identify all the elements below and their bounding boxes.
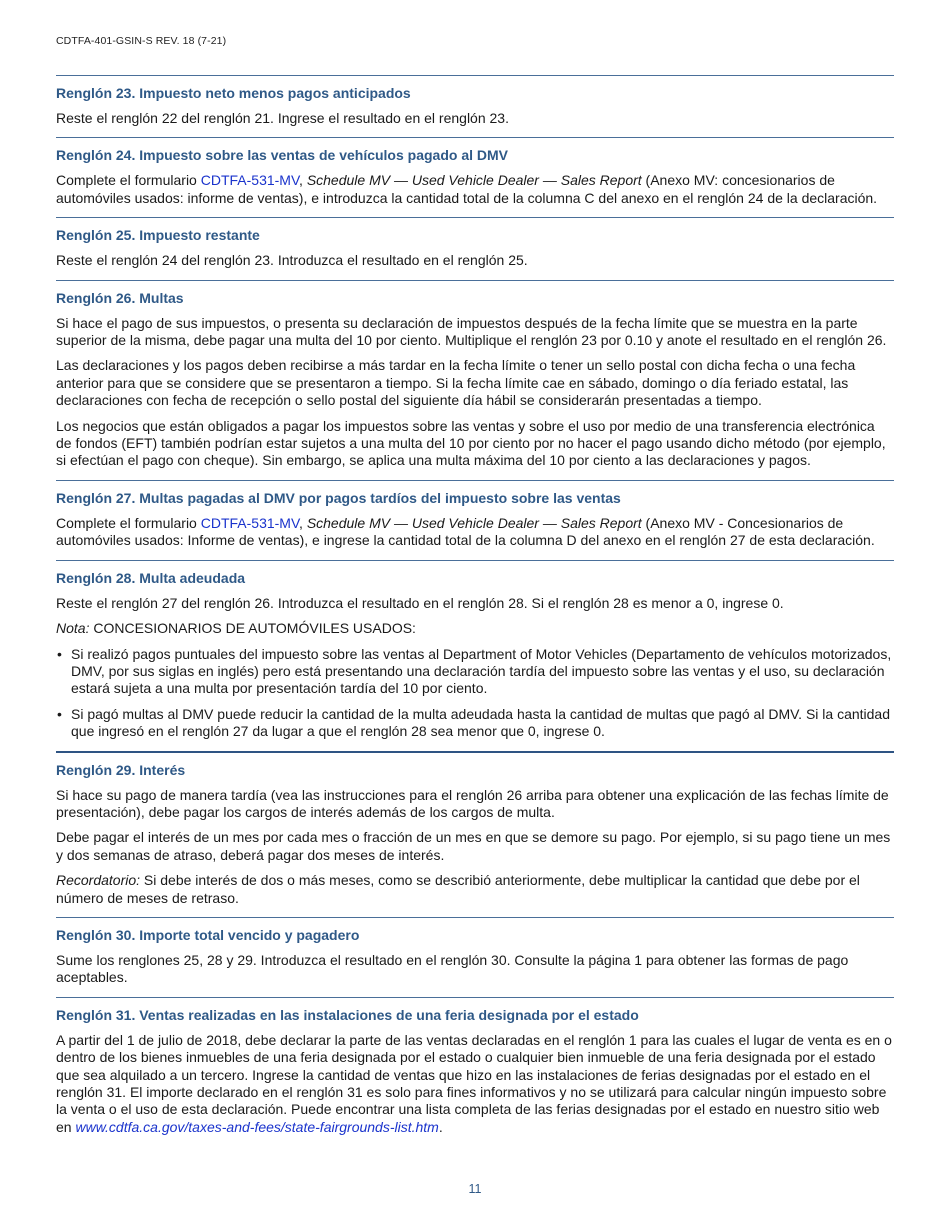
text: (Anexo MV: concesionarios de automóviles usados: informe de ventas), e introduzca la cantidad total de la columna C del anexo en el renglón 24 de la declaración.	[56, 172, 878, 206]
section-line-24	[56, 137, 894, 207]
section-heading: Renglón 25. Impuesto restante	[56, 227, 260, 244]
section-heading: Renglón 27. Multas pagadas al DMV por pagos tardíos del impuesto sobre las ventas	[56, 489, 621, 506]
text: ,	[299, 514, 307, 531]
document-body	[56, 75, 894, 1146]
schedule-title: Schedule MV — Used Vehicle Dealer — Sales Report	[306, 514, 642, 531]
paragraph: Reste el renglón 24 del renglón 23. Introduzca el resultado en el renglón 25.	[56, 252, 528, 269]
paragraph	[56, 515, 894, 550]
list-item: • Si pagó multas al DMV puede reducir la cantidad de la multa adeudada hasta la cantidad de multas que pagó al DMV. Si la cantidad que ingresó en el renglón 27 da lugar a que el renglón 28 sea menor que 0, ingrese 0.	[56, 706, 894, 741]
text: ,	[299, 172, 307, 189]
paragraph: Si hace su pago de manera tardía (vea las instrucciones para el renglón 26 arriba para obtener una explicación de las fechas límite de presentación), debe pagar los cargos de interés además de los cargos de multa.	[56, 786, 889, 820]
paragraph	[56, 172, 894, 207]
list-item: • Si realizó pagos puntuales del impuesto sobre las ventas al Department of Motor Vehicles (Departamento de vehículos motorizados, DMV, por sus siglas en inglés) pero está presentando una declaración tardía del impuesto sobre las ventas y el uso, su declaración estará sujeta a una multa por presentación tardía del 10 por ciento.	[56, 646, 894, 698]
paragraph	[56, 1032, 894, 1136]
form-id: CDTFA-401-GSIN-S REV. 18 (7-21)	[56, 35, 227, 47]
reminder-text: Si debe interés de dos o más meses, como se describió anteriormente, debe multiplicar la cantidad que debe por el número de meses de retraso.	[56, 872, 860, 906]
paragraph: Reste el renglón 22 del renglón 21. Ingrese el resultado en el renglón 23.	[56, 110, 509, 126]
section-line-23	[56, 75, 894, 127]
section-heading: Renglón 30. Importe total vencido y pagadero	[56, 926, 360, 943]
text: .	[438, 1118, 443, 1135]
page-number: 11	[468, 1182, 482, 1196]
text: Complete el formulario	[56, 514, 201, 531]
paragraph: Reste el renglón 27 del renglón 26. Introduzca el resultado en el renglón 28. Si el renglón 28 es menor a 0, ingrese 0.	[56, 594, 784, 611]
reminder-label: Recordatorio:	[56, 872, 141, 889]
text: Complete el formulario	[56, 172, 201, 189]
section-line-30	[56, 917, 894, 987]
paragraph: Si hace el pago de sus impuestos, o presenta su declaración de impuestos después de la fecha límite que se muestra en la parte superior de la misma, debe pagar una multa del 10 por ciento. Multiplique el renglón 23 por 0.10 y anote el resultado en el renglón 26.	[56, 314, 887, 349]
paragraph: Las declaraciones y los pagos deben recibirse a más tardar en la fecha límite o tener un sello postal con dicha fecha o una fecha anterior para que se considere que se presentaron a tiempo. Si la fecha límite cae en sábado, domingo o día feriado estatal, las declaraciones con fecha de recepción o sello postal del siguiente día hábil se considerarán presentadas a tiempo.	[56, 357, 856, 409]
bullet-list	[56, 646, 894, 741]
text: (Anexo MV - Concesionarios de automóviles usados: Informe de ventas), e ingrese la cantidad total de la columna D del anexo en el renglón 27 de esta declaración.	[56, 514, 875, 549]
text: A partir del 1 de julio de 2018, debe declarar la parte de las ventas declaradas en el renglón 1 para las cuales el lugar de venta es en o dentro de los bienes inmuebles de una feria designada por el estado o cualquier bien inmueble de una feria designada por el estado que sea alquilado a un tercero. Ingrese la cantidad de ventas que hizo en las instalaciones de ferias designadas por el estado en el renglón 31. El importe declarado en el renglón 31 es solo para fines informativos y no se utilizará para calcular ningún impuesto sobre la venta o el uso de esta declaración. Puede encontrar una lista completa de las ferias designadas por el estado en nuestro sitio web en	[56, 1031, 892, 1135]
form-link-cdtfa-531-mv[interactable]: CDTFA-531-MV	[200, 514, 300, 531]
section-heading: Renglón 23. Impuesto neto menos pagos anticipados	[56, 85, 411, 101]
paragraph: Los negocios que están obligados a pagar los impuestos sobre las ventas y sobre el uso por medio de una transferencia electrónica de fondos (EFT) también podrían estar sujetos a una multa del 10 por ciento por no hacer el pago usando dicho método (por ejemplo, si efectúan el pago con cheque). Sin embargo, se aplica una multa máxima del 10 por ciento a las declaraciones y pagos.	[56, 417, 886, 469]
fairgrounds-list-link[interactable]: www.cdtfa.ca.gov/taxes-and-fees/state-fairgrounds-list.htm	[75, 1118, 439, 1135]
section-heading: Renglón 31. Ventas realizadas en las instalaciones de una feria designada por el estado	[56, 1006, 639, 1023]
schedule-title: Schedule MV — Used Vehicle Dealer — Sales Report	[306, 172, 642, 189]
section-line-25	[56, 217, 894, 269]
section-heading: Renglón 24. Impuesto sobre las ventas de vehículos pagado al DMV	[56, 147, 509, 164]
reminder	[56, 872, 894, 907]
paragraph: Sume los renglones 25, 28 y 29. Introduzca el resultado en el renglón 30. Consulte la página 1 para obtener las formas de pago aceptables.	[56, 951, 849, 986]
section-heading: Renglón 28. Multa adeudada	[56, 569, 246, 586]
section-line-27	[56, 480, 894, 550]
form-link-cdtfa-531-mv[interactable]: CDTFA-531-MV	[200, 172, 300, 189]
section-line-31	[56, 997, 894, 1136]
paragraph: Debe pagar el interés de un mes por cada mes o fracción de un mes en que se demore su pago. Por ejemplo, si su pago tiene un mes y dos semanas de atraso, deberá pagar dos meses de interés.	[56, 829, 891, 863]
section-heading: Renglón 26. Multas	[56, 289, 184, 306]
section-line-29	[56, 751, 894, 907]
note-text: CONCESIONARIOS DE AUTOMÓVILES USADOS:	[89, 620, 416, 637]
section-heading: Renglón 29. Interés	[56, 761, 186, 778]
note	[56, 620, 894, 637]
section-line-28	[56, 560, 894, 741]
section-line-26	[56, 280, 894, 470]
note-label: Nota:	[56, 620, 90, 637]
